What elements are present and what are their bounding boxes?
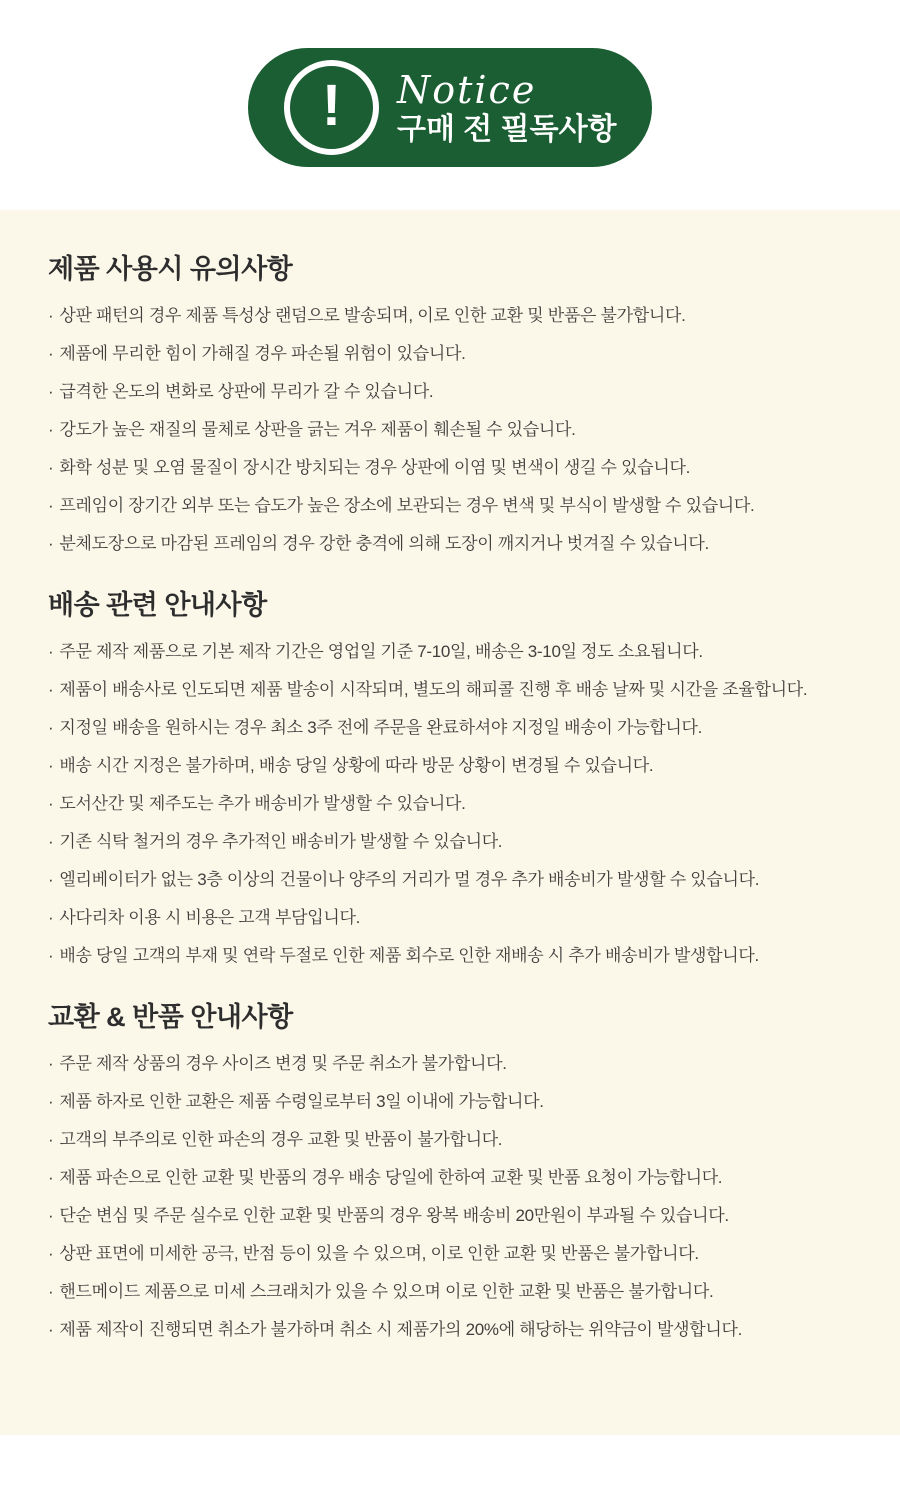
notice-list <box>48 306 852 554</box>
bullet-dot: · <box>48 1320 54 1339</box>
notice-item-text: 지정일 배송을 원하시는 경우 최소 3주 전에 주문을 완료하셔야 지정일 배송이 가능합니다. <box>59 718 702 737</box>
notice-list <box>48 1054 852 1340</box>
notice-item-text: 단순 변심 및 주문 실수로 인한 교환 및 반품의 경우 왕복 배송비 20만원이 부과될 수 있습니다. <box>59 1206 729 1225</box>
notice-item <box>48 496 852 516</box>
notice-item <box>48 908 852 928</box>
notice-item <box>48 1282 852 1302</box>
notice-item-text: 프레임이 장기간 외부 또는 습도가 높은 장소에 보관되는 경우 변색 및 부식이 발생할 수 있습니다. <box>59 496 755 515</box>
bullet-dot: · <box>48 870 54 889</box>
notice-item-text: 사다리차 이용 시 비용은 고객 부담입니다. <box>59 908 360 927</box>
notice-item-text: 상판 표면에 미세한 공극, 반점 등이 있을 수 있으며, 이로 인한 교환 및 반품은 불가합니다. <box>59 1244 699 1263</box>
notice-item-text: 제품이 배송사로 인도되면 제품 발송이 시작되며, 별도의 해피콜 진행 후 배송 날짜 및 시간을 조율합니다. <box>59 680 808 699</box>
bullet-dot: · <box>48 1206 54 1225</box>
bullet-dot: · <box>48 794 54 813</box>
bullet-dot: · <box>48 1092 54 1111</box>
notice-item-text: 분체도장으로 마감된 프레임의 경우 강한 충격에 의해 도장이 깨지거나 벗겨질 수 있습니다. <box>59 534 709 553</box>
notice-badge <box>248 48 652 167</box>
notice-item-text: 주문 제작 제품으로 기본 제작 기간은 영업일 기준 7-10일, 배송은 3-10일 정도 소요됩니다. <box>59 642 703 661</box>
notice-item <box>48 1244 852 1264</box>
notice-item <box>48 1092 852 1112</box>
bullet-dot: · <box>48 908 54 927</box>
bullet-dot: · <box>48 642 54 661</box>
notice-item-text: 주문 제작 상품의 경우 사이즈 변경 및 주문 취소가 불가합니다. <box>59 1054 507 1073</box>
notice-item-text: 배송 당일 고객의 부재 및 연락 두절로 인한 제품 회수로 인한 재배송 시 추가 배송비가 발생합니다. <box>59 946 759 965</box>
notice-item-text: 도서산간 및 제주도는 추가 배송비가 발생할 수 있습니다. <box>59 794 466 813</box>
notice-item-text: 제품에 무리한 힘이 가해질 경우 파손될 위험이 있습니다. <box>59 344 466 363</box>
notice-item <box>48 794 852 814</box>
badge-text <box>397 67 617 146</box>
notice-item <box>48 420 852 440</box>
notice-item <box>48 458 852 478</box>
bullet-dot: · <box>48 534 54 553</box>
section-heading: 제품 사용시 유의사항 <box>48 254 293 284</box>
notice-item <box>48 344 852 364</box>
notice-item <box>48 1168 852 1188</box>
notice-item <box>48 756 852 776</box>
bullet-dot: · <box>48 1054 54 1073</box>
notice-item-text: 제품 파손으로 인한 교환 및 반품의 경우 배송 당일에 한하여 교환 및 반품 요청이 가능합니다. <box>59 1168 723 1187</box>
notice-item <box>48 718 852 738</box>
bullet-dot: · <box>48 382 54 401</box>
notice-item <box>48 1130 852 1150</box>
bullet-dot: · <box>48 946 54 965</box>
page-header <box>0 0 900 210</box>
bullet-dot: · <box>48 1244 54 1263</box>
bullet-dot: · <box>48 680 54 699</box>
notice-item <box>48 306 852 326</box>
badge-script-title: Notice <box>397 67 537 112</box>
notice-item <box>48 534 852 554</box>
exclamation-glyph: ! <box>321 72 342 138</box>
bullet-dot: · <box>48 458 54 477</box>
bullet-dot: · <box>48 420 54 439</box>
notice-item <box>48 946 852 966</box>
bullet-dot: · <box>48 832 54 851</box>
notice-item-text: 상판 패턴의 경우 제품 특성상 랜덤으로 발송되며, 이로 인한 교환 및 반품은 불가합니다. <box>59 306 686 325</box>
notice-item-text: 제품 제작이 진행되면 취소가 불가하며 취소 시 제품가의 20%에 해당하는 위약금이 발생합니다. <box>59 1320 743 1339</box>
section-product-care <box>48 252 852 554</box>
notice-item-text: 급격한 온도의 변화로 상판에 무리가 갈 수 있습니다. <box>59 382 434 401</box>
section-heading: 교환 & 반품 안내사항 <box>48 1002 293 1032</box>
badge-subtitle: 구매 전 필독사항 <box>397 112 617 146</box>
notice-item <box>48 1320 852 1340</box>
bullet-dot: · <box>48 344 54 363</box>
notice-item <box>48 382 852 402</box>
notice-item-text: 강도가 높은 재질의 물체로 상판을 긁는 겨우 제품이 훼손될 수 있습니다. <box>59 420 576 439</box>
bullet-dot: · <box>48 496 54 515</box>
section-shipping <box>48 588 852 966</box>
notice-item-text: 핸드메이드 제품으로 미세 스크래치가 있을 수 있으며 이로 인한 교환 및 반품은 불가합니다. <box>59 1282 714 1301</box>
notice-item-text: 기존 식탁 철거의 경우 추가적인 배송비가 발생할 수 있습니다. <box>59 832 503 851</box>
notice-item <box>48 1206 852 1226</box>
notice-item-text: 엘리베이터가 없는 3층 이상의 건물이나 양주의 거리가 멀 경우 추가 배송비가 발생할 수 있습니다. <box>59 870 760 889</box>
notice-item-text: 제품 하자로 인한 교환은 제품 수령일로부터 3일 이내에 가능합니다. <box>59 1092 544 1111</box>
notice-list <box>48 642 852 966</box>
bullet-dot: · <box>48 1168 54 1187</box>
notice-item <box>48 832 852 852</box>
notice-item <box>48 1054 852 1074</box>
notice-item-text: 고객의 부주의로 인한 파손의 경우 교환 및 반품이 불가합니다. <box>59 1130 503 1149</box>
notice-item-text: 화학 성분 및 오염 물질이 장시간 방치되는 경우 상판에 이염 및 변색이 생길 수 있습니다. <box>59 458 690 477</box>
notice-body <box>0 210 900 1435</box>
bullet-dot: · <box>48 1130 54 1149</box>
notice-item <box>48 642 852 662</box>
exclamation-icon <box>284 60 379 155</box>
section-heading: 배송 관련 안내사항 <box>48 590 267 620</box>
notice-item-text: 배송 시간 지정은 불가하며, 배송 당일 상황에 따라 방문 상황이 변경될 수 있습니다. <box>59 756 654 775</box>
notice-item <box>48 870 852 890</box>
bullet-dot: · <box>48 1282 54 1301</box>
notice-item <box>48 680 852 700</box>
bullet-dot: · <box>48 306 54 325</box>
bullet-dot: · <box>48 718 54 737</box>
bullet-dot: · <box>48 756 54 775</box>
section-exchange-return <box>48 1000 852 1340</box>
